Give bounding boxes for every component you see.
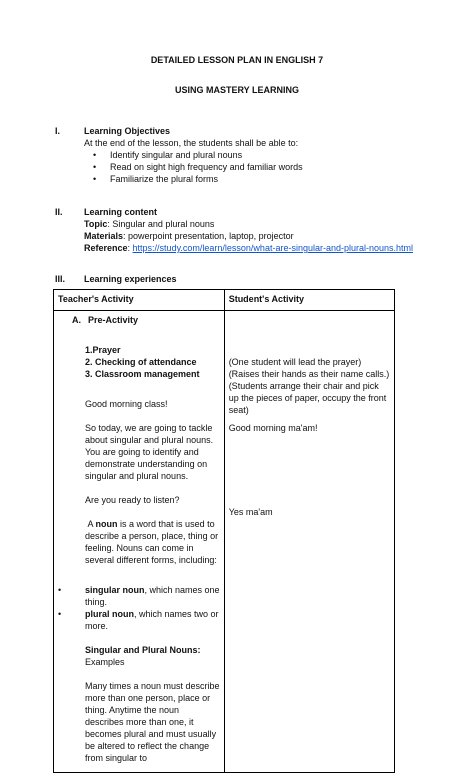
materials-line: Materials: powerpoint presentation, laptop, projector	[84, 231, 294, 241]
plural-explanation: Many times a noun must describe more than one person, place or thing. Anytime the noun describes more than one, it becomes plural and must usually be altered to reflect the change from singular to	[85, 681, 220, 763]
student-attendance: (Raises their hands as their name calls.)	[228, 369, 390, 379]
section-heading: Learning Objectives	[84, 126, 171, 136]
reference-line: Reference: https://study.com/learn/lesson/what-are-singular-and-plural-nouns.html	[84, 243, 414, 253]
reference-link[interactable]: https://study.com/learn/lesson/what-are-singular-and-plural-nouns.html	[132, 243, 414, 253]
teacher-greeting: Good morning class!	[85, 399, 168, 409]
list-item: • plural noun, which names two or more.	[58, 609, 219, 631]
bullet-icon: •	[93, 174, 97, 184]
teacher-header: Teacher's Activity	[54, 290, 225, 311]
objectives-list	[84, 149, 444, 185]
student-activity-cell	[224, 311, 394, 773]
list-item: • singular noun, which names one thing.	[58, 585, 220, 607]
activities-table	[53, 289, 395, 773]
bullet-icon: •	[58, 585, 62, 595]
topic-line: Topic: Singular and plural nouns	[84, 219, 215, 229]
document-title: DETAILED LESSON PLAN IN ENGLISH 7	[150, 55, 324, 65]
document-subtitle: USING MASTERY LEARNING	[174, 85, 299, 95]
student-header: Student's Activity	[224, 290, 394, 311]
pre-activity-heading: A. Pre-Activity	[72, 315, 139, 325]
section-number: II.	[55, 207, 63, 217]
teacher-activity-cell	[54, 311, 225, 773]
section-number: I.	[55, 126, 61, 136]
list-item: • Identify singular and plural nouns	[93, 150, 243, 160]
teacher-ready-question: Are you ready to listen?	[85, 495, 180, 505]
sp-heading: Singular and Plural Nouns:	[85, 645, 201, 655]
bullet-icon: •	[93, 162, 97, 172]
section-content	[55, 206, 455, 256]
section-number: III.	[55, 274, 66, 284]
table-row	[54, 311, 395, 773]
bullet-icon: •	[58, 609, 62, 619]
student-manage: (Students arrange their chair and pick up the pieces of paper, occupy the front seat)	[228, 381, 387, 415]
section-heading: Learning experiences	[84, 274, 177, 284]
section-objectives	[55, 125, 445, 185]
bullet-icon: •	[93, 150, 97, 160]
student-prayer: (One student will lead the prayer)	[228, 357, 362, 367]
table-header-row	[54, 290, 395, 311]
student-yes: Yes ma'am	[228, 507, 273, 517]
sp-examples: Examples	[85, 657, 125, 667]
step-management: 3. Classroom management	[85, 369, 200, 379]
student-greeting: Good morning ma'am!	[228, 423, 318, 433]
list-item: • Familiarize the plural forms	[93, 174, 219, 184]
objectives-intro: At the end of the lesson, the students shall be able to:	[84, 138, 299, 148]
section-heading: Learning content	[84, 207, 158, 217]
teacher-intro: So today, we are going to tackle about singular and plural nouns. You are going to identify and demonstrate understanding on singular and plural nouns.	[85, 423, 214, 481]
section-experiences	[55, 273, 355, 287]
noun-definition: A noun is a word that is used to describe a person, place, thing or feeling. Nouns can come in several different forms, including:	[85, 519, 219, 565]
step-attendance: 2. Checking of attendance	[85, 357, 197, 367]
step-prayer: 1.Prayer	[85, 345, 121, 355]
list-item: • Read on sight high frequency and familiar words	[93, 162, 303, 172]
